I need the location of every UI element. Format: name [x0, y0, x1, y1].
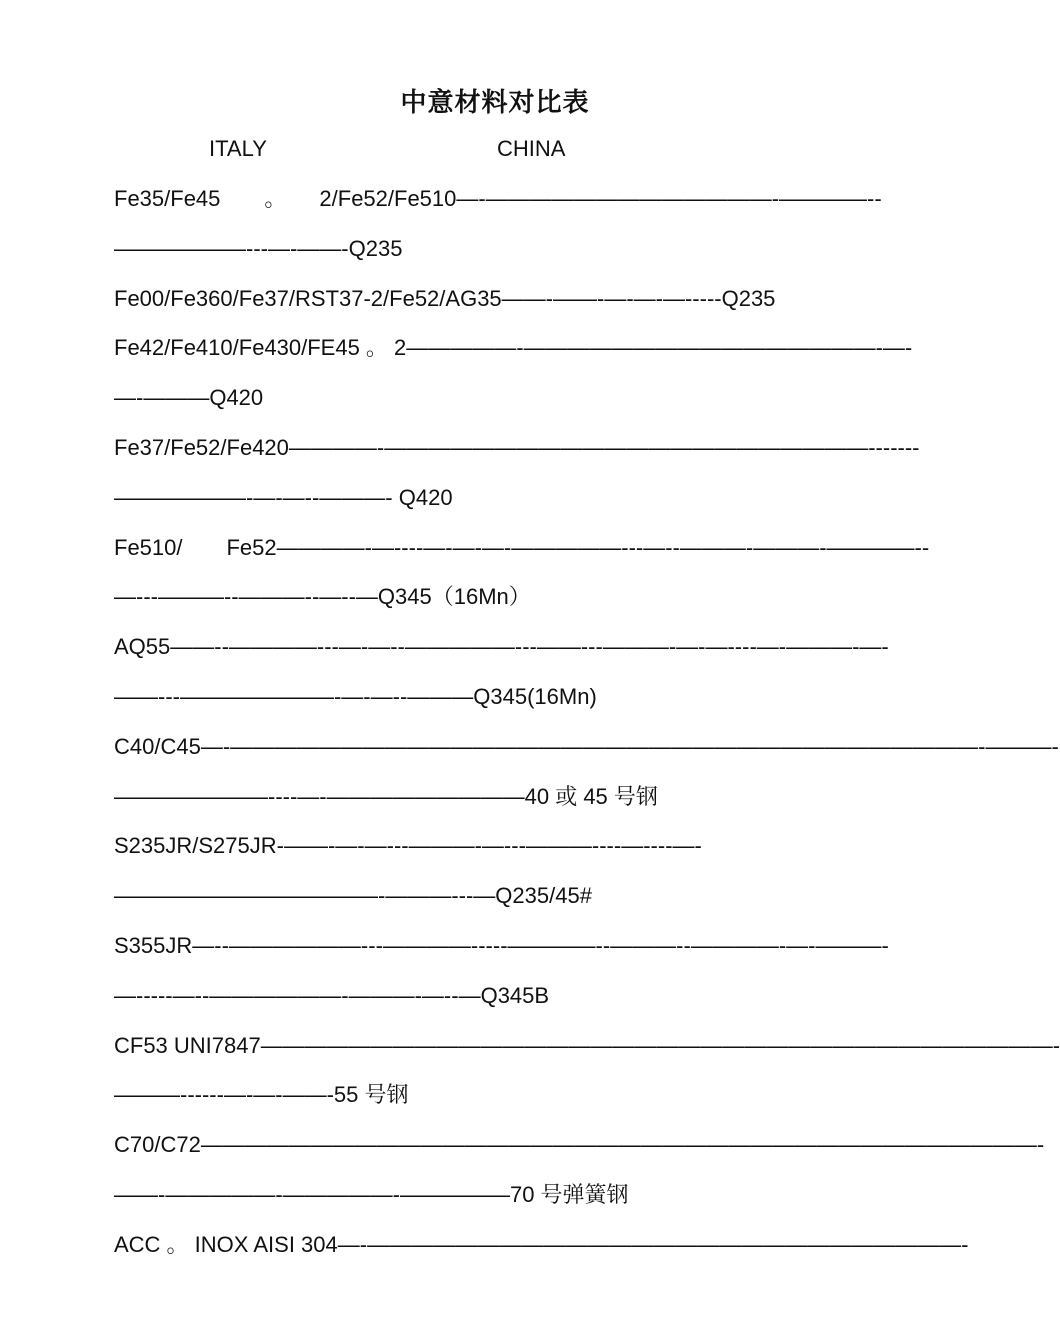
text-line: ACC 。 INOX AISI 304—-———————————————————————————- — [114, 1231, 969, 1257]
text-line: —---———--———--—--—Q345（16Mn） — [114, 584, 531, 610]
text-line: ————————————-———---—Q235/45# — [114, 883, 592, 909]
text-line: Fe510/ Fe52————-—----—-—-—-—————---—--———-———-————-- — [114, 534, 930, 560]
text-line: —-———Q420 — [114, 385, 264, 411]
column-header-china: CHINA — [497, 136, 566, 161]
text-line: ——---———————-—-—--———Q345(16Mn) — [114, 683, 597, 709]
column-header-italy: ITALY — [209, 136, 267, 161]
text-line: ——-—————-—————-—————70 号弹簧钢 — [114, 1181, 629, 1207]
text-line: ——————---—-——-Q235 — [114, 235, 403, 261]
text-line: ———------—-—-——-55 号钢 — [114, 1082, 409, 1108]
text-line: —-----—--——————-———-—--—Q345B — [114, 982, 550, 1008]
text-line: S355JR—--——————---————-----————--———--————-—-———- — [114, 932, 889, 958]
text-line: Fe00/Fe360/Fe37/RST37-2/Fe52/AG35——-——-—-—-—-----Q235 — [114, 285, 776, 311]
text-line: Fe42/Fe410/Fe430/FE45 。 2—————-————————————————-—- — [114, 335, 913, 361]
document-title: 中意材料对比表 — [400, 88, 590, 118]
text-line: AQ55——--————---—-—--—————---——---———-—-—----—-———-—- — [114, 634, 889, 660]
text-line: Fe37/Fe52/Fe420————-——————————————————————------- — [114, 434, 920, 460]
text-line: CF53 UNI7847————————————————————————————————————- — [114, 1032, 1060, 1058]
text-line: C70/C72——————————————————————————————————————- — [114, 1132, 1045, 1158]
text-line: S235JR/S275JR-——-—-—---———-—---———----—----—- — [114, 833, 702, 859]
text-line: ——————-—-—--———- Q420 — [114, 484, 453, 510]
text-line: Fe35/Fe45 。 2/Fe52/Fe510—-—————————————-————-- — [114, 186, 882, 211]
material-comparison-list — [114, 182, 1060, 1278]
text-line: C40/C45—-——————————————————————————————————-———- — [114, 733, 1059, 759]
text-line: ———————----—-—————————40 或 45 号钢 — [114, 783, 658, 809]
